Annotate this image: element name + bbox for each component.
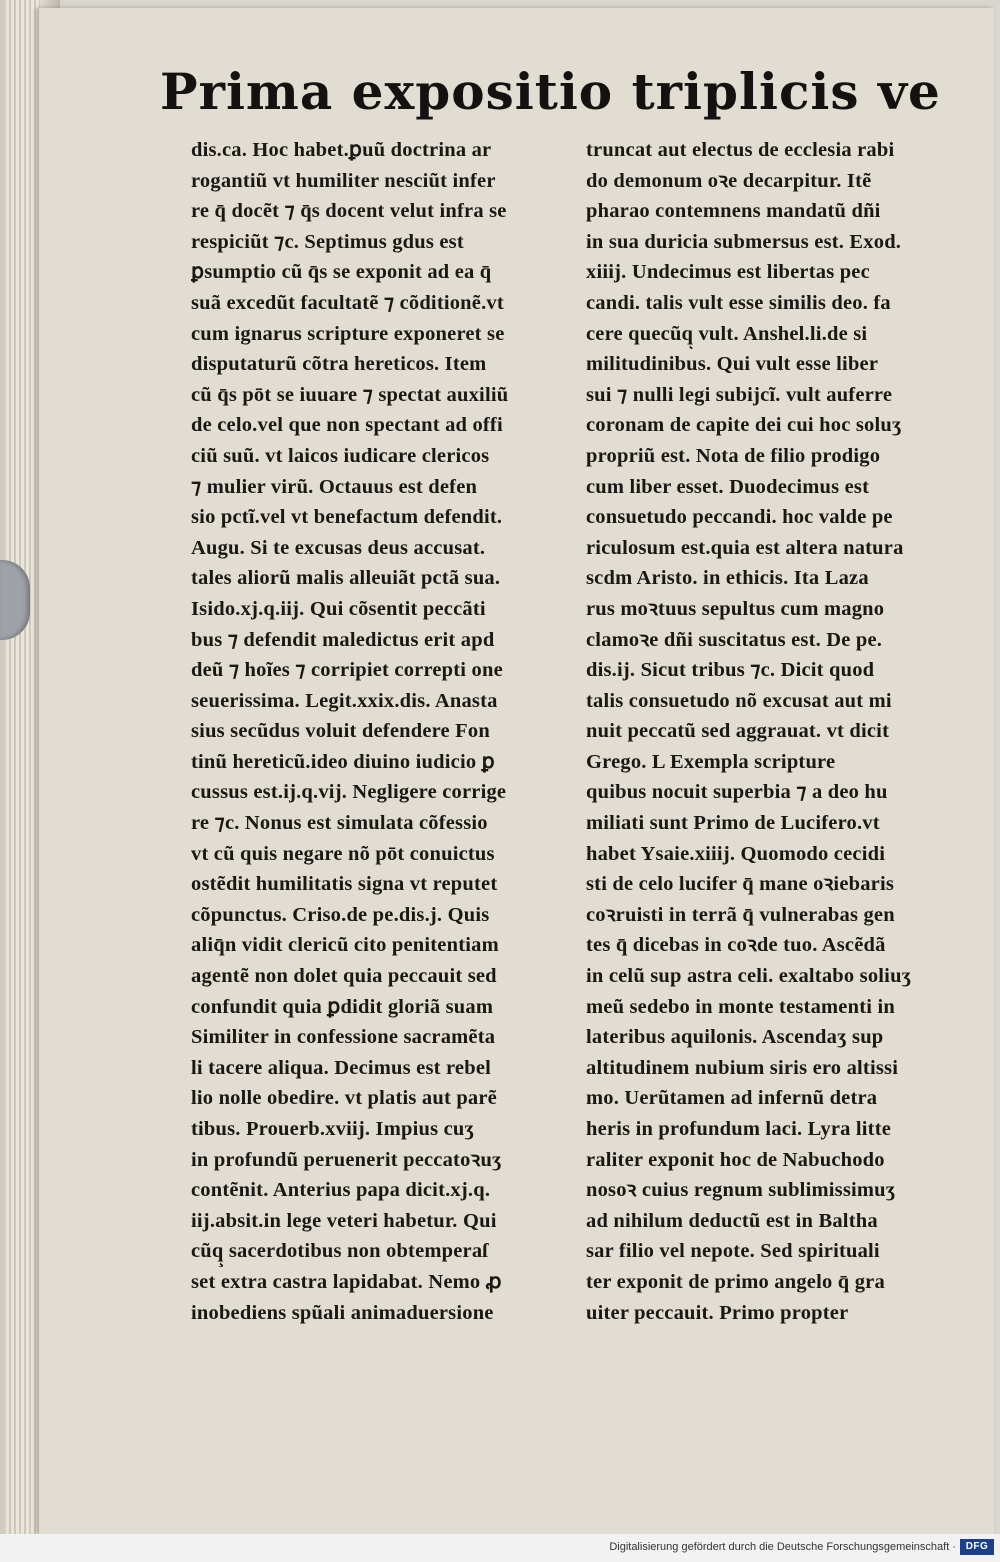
text-line: riculosum est.quia est altera natura bbox=[586, 536, 904, 559]
text-line: cõpunctus. Criso.de pe.dis.j. Quis bbox=[191, 903, 490, 926]
text-line: confundit quia ꝑdidit gloriã suam bbox=[191, 995, 494, 1018]
text-line: ostẽdit humilitatis signa vt reputet bbox=[191, 873, 498, 896]
dfg-logo: DFG bbox=[960, 1539, 994, 1555]
text-line: pharao contemnens mandatũ dñi bbox=[586, 200, 881, 223]
text-line: cũq̧ sacerdotibus non obtemperaſ bbox=[191, 1240, 489, 1263]
page-heading: Prima expositio triplicis ve bbox=[160, 62, 941, 121]
text-line: ciũ suũ. vt laicos iudicare clericos bbox=[191, 444, 490, 467]
text-line: iij.absit.in lege veteri habetur. Qui bbox=[191, 1209, 497, 1232]
text-line: vt cũ quis negare nõ pōt conuictus bbox=[191, 842, 495, 865]
text-line: sar filio vel nepote. Sed spirituali bbox=[586, 1240, 880, 1263]
text-line: xiiij. Undecimus est libertas pec bbox=[586, 261, 870, 284]
text-line: cum liber esset. Duodecimus est bbox=[586, 475, 870, 498]
text-line: truncat aut electus de ecclesia rabi bbox=[586, 139, 895, 161]
text-line: ⁊ mulier virũ. Octauus est defen bbox=[191, 475, 478, 498]
text-line: candi. talis vult esse similis deo. fa bbox=[586, 291, 891, 314]
funding-note: Digitalisierung gefördert durch die Deutsche Forschungsgemeinschaft · bbox=[609, 1541, 956, 1553]
text-line: Grego. L Exempla scripture bbox=[586, 750, 836, 773]
text-line: dis.ij. Sicut tribus ⁊c. Dicit quod bbox=[586, 659, 875, 682]
text-line: habet Ysaie.xiiij. Quomodo cecidi bbox=[586, 842, 886, 865]
text-line: tales aliorũ malis alleuiãt pctã sua. bbox=[191, 567, 501, 590]
text-line: coronam de capite dei cui hoc soluʒ bbox=[586, 414, 902, 437]
text-line: seuerissima. Legit.xxix.dis. Anasta bbox=[191, 689, 498, 712]
text-line: contẽnit. Anterius papa dicit.xj.q. bbox=[191, 1179, 491, 1202]
text-line: cussus est.ij.q.vij. Negligere corrige bbox=[191, 781, 507, 804]
text-line: aliq̄n vidit clericũ cito penitentiam bbox=[191, 934, 499, 957]
text-line: miliati sunt Primo de Lucifero.vt bbox=[586, 812, 880, 835]
text-line: agentẽ non dolet quia peccauit sed bbox=[191, 965, 497, 988]
text-line: lateribus aquilonis. Ascendaʒ sup bbox=[586, 1026, 884, 1049]
text-line: militudinibus. Qui vult esse liber bbox=[586, 353, 879, 376]
text-line: clamoꝛe dñi suscitatus est. De pe. bbox=[586, 628, 883, 651]
text-line: re q̄ docẽt ⁊ q̄s docent velut infra se bbox=[191, 200, 507, 223]
text-line: tibus. Prouerb.xviij. Impius cuʒ bbox=[191, 1118, 475, 1140]
text-line: re ⁊c. Nonus est simulata cõfessio bbox=[191, 812, 488, 835]
left-text-column bbox=[191, 135, 566, 1328]
text-line: tinũ hereticũ.ideo diuino iudicio ꝑ bbox=[191, 750, 495, 773]
text-line: cum ignarus scripture exponeret se bbox=[191, 322, 505, 345]
text-line: sius secũdus voluit defendere Fon bbox=[191, 720, 490, 743]
text-line: mo. Uerũtamen ad infernũ detra bbox=[586, 1087, 878, 1110]
text-line: dis.ca. Hoc habet.ꝑuũ doctrina ar bbox=[191, 139, 492, 161]
text-line: nosoꝛ cuius regnum sublimissimuʒ bbox=[586, 1179, 896, 1202]
text-line: coꝛruisti in terrã q̄ vulnerabas gen bbox=[586, 903, 895, 926]
text-line: uiter peccauit. Primo propter bbox=[586, 1301, 849, 1324]
text-line: Similiter in confessione sacramẽta bbox=[191, 1026, 496, 1049]
book-page-edges bbox=[6, 0, 40, 1562]
text-line: bus ⁊ defendit maledictus erit apd bbox=[191, 628, 495, 651]
text-line: propriũ est. Nota de filio prodigo bbox=[586, 444, 881, 467]
text-line: suã excedũt facultatẽ ⁊ cõditionẽ.vt bbox=[191, 291, 504, 314]
text-line: scdm Aristo. in ethicis. Ita Laza bbox=[586, 567, 869, 590]
text-line: Augu. Si te excusas deus accusat. bbox=[191, 536, 486, 559]
text-line: li tacere aliqua. Decimus est rebel bbox=[191, 1056, 492, 1079]
text-line: disputaturũ cõtra hereticos. Item bbox=[191, 353, 487, 376]
text-line: tes q̄ dicebas in coꝛde tuo. Ascẽdã bbox=[586, 934, 886, 957]
text-line: sti de celo lucifer q̄ mane oꝛiebaris bbox=[586, 873, 895, 896]
text-line: consuetudo peccandi. hoc valde pe bbox=[586, 506, 893, 529]
text-line: raliter exponit hoc de Nabuchodo bbox=[586, 1148, 885, 1171]
text-line: ad nihilum deductũ est in Baltha bbox=[586, 1209, 878, 1232]
text-line: cere quecũq̧ vult. Anshel.li.de si bbox=[586, 322, 868, 345]
text-line: rus moꝛtuus sepultus cum magno bbox=[586, 597, 885, 620]
text-line: Isido.xj.q.iij. Qui cõsentit peccãti bbox=[191, 597, 486, 620]
text-line: talis consuetudo nõ excusat aut mi bbox=[586, 689, 892, 712]
footer-bar bbox=[0, 1534, 1000, 1562]
text-line: in sua duricia submersus est. Exod. bbox=[586, 230, 902, 253]
text-line: deũ ⁊ hoĩes ⁊ corripiet correpti one bbox=[191, 659, 503, 682]
text-line: nuit peccatũ sed aggrauat. vt dicit bbox=[586, 720, 890, 743]
text-line: sui ⁊ nulli legi subijcĩ. vult auferre bbox=[586, 383, 893, 406]
text-line: inobediens spũali animaduersione bbox=[191, 1301, 494, 1324]
text-line: lio nolle obedire. vt platis aut parẽ bbox=[191, 1087, 497, 1110]
text-line: ꝑsumptio cũ q̄s se exponit ad ea q̄ bbox=[191, 261, 492, 284]
text-line: meũ sedebo in monte testamenti in bbox=[586, 995, 895, 1018]
text-line: ter exponit de primo angelo q̄ gra bbox=[586, 1270, 885, 1293]
text-line: set extra castra lapidabat. Nemo ꝓ bbox=[191, 1270, 502, 1293]
text-line: in celũ sup astra celi. exaltabo soliuʒ bbox=[586, 965, 912, 988]
text-line: quibus nocuit superbia ⁊ a deo hu bbox=[586, 781, 888, 804]
text-line: respiciũt ⁊c. Septimus gdus est bbox=[191, 230, 464, 253]
text-line: de celo.vel que non spectant ad offi bbox=[191, 414, 503, 437]
text-line: do demonum oꝛe decarpitur. Itẽ bbox=[586, 169, 872, 192]
text-line: cũ q̄s pōt se iuuare ⁊ spectat auxiliũ bbox=[191, 383, 509, 406]
right-text-column bbox=[586, 135, 961, 1328]
text-line: in profundũ peruenerit peccatoꝛuʒ bbox=[191, 1148, 502, 1171]
text-line: altitudinem nubium siris ero altissi bbox=[586, 1056, 899, 1079]
text-line: sio pctĩ.vel vt benefactum defendit. bbox=[191, 506, 503, 529]
text-line: rogantiũ vt humiliter nesciũt infer bbox=[191, 169, 496, 192]
text-line: heris in profundum laci. Lyra litte bbox=[586, 1118, 892, 1140]
